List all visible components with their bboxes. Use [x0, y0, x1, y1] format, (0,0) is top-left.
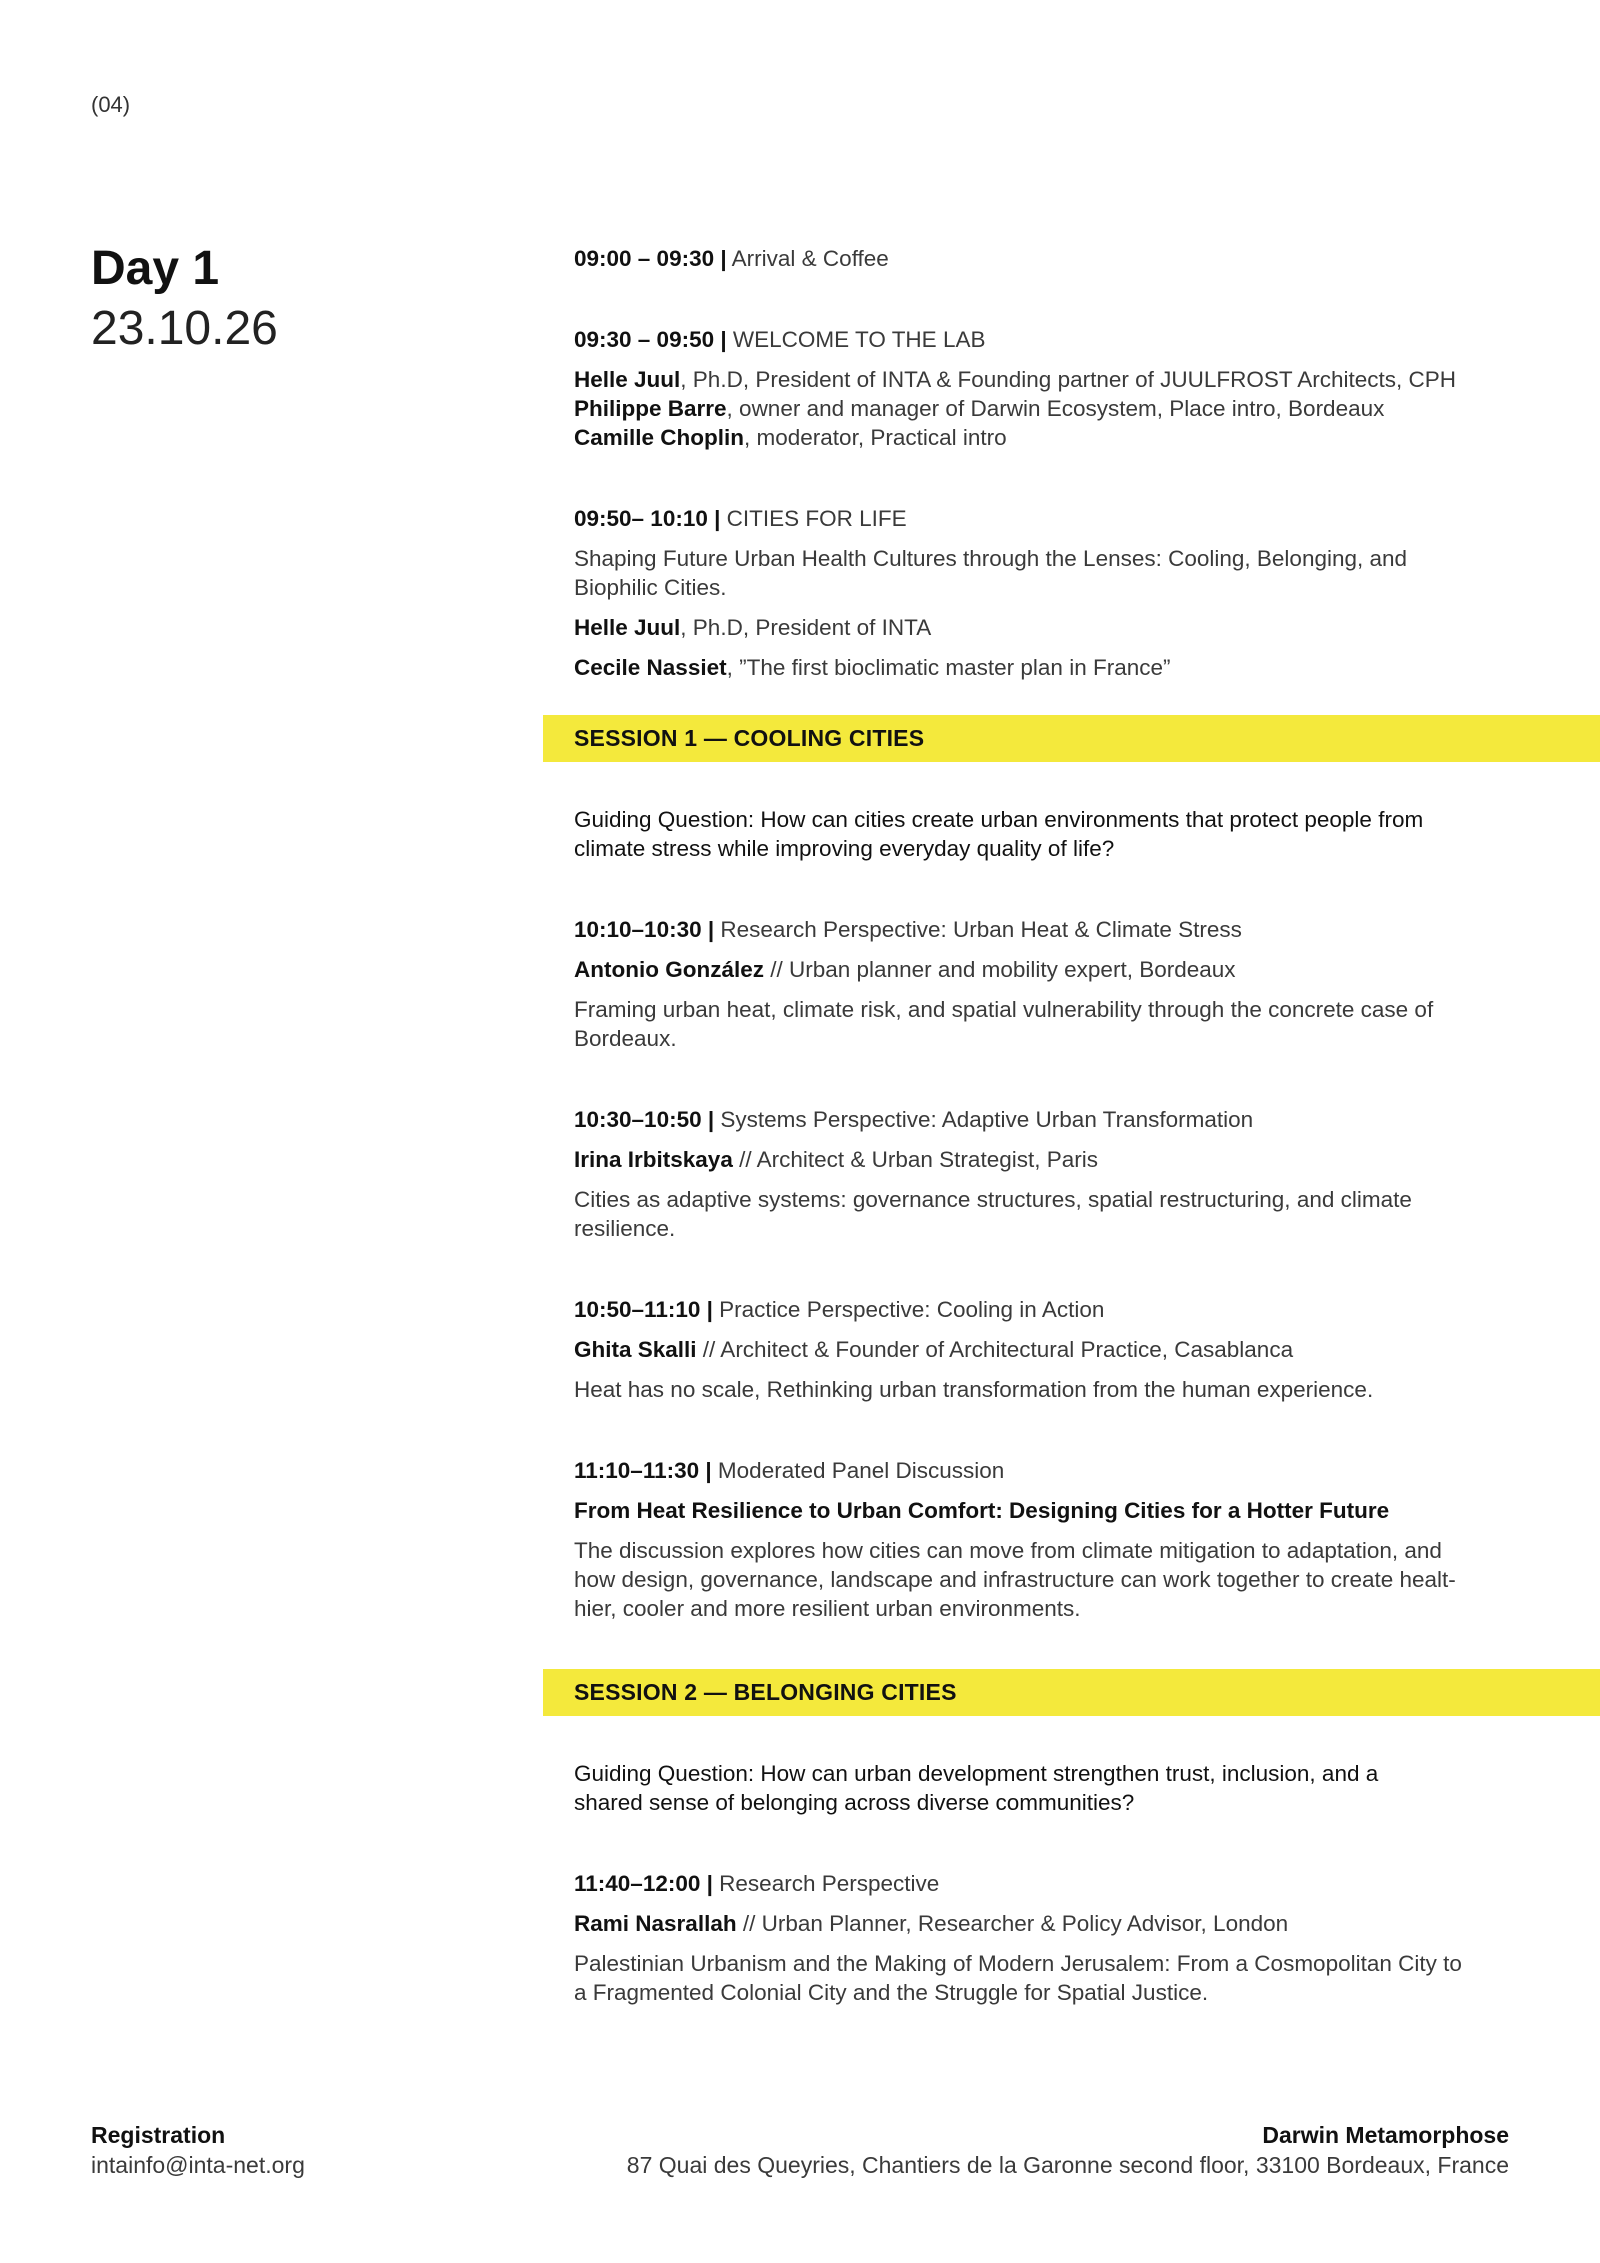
slot-description: Biophilic Cities.	[574, 575, 727, 600]
slot-cities-for-life	[574, 504, 1514, 533]
slot-arrival	[574, 244, 1514, 273]
speaker-line	[574, 955, 1514, 984]
session-label: SESSION 1 — COOLING CITIES	[574, 725, 925, 751]
talk-time-line	[574, 1105, 1514, 1134]
panel-description: hier, cooler and more resilient urban environments.	[574, 1596, 1081, 1621]
day-date: 23.10.26	[91, 302, 278, 355]
speaker-name: Rami Nasrallah	[574, 1911, 737, 1936]
panel-heading: From Heat Resilience to Urban Comfort: Designing Cities for a Hotter Future	[574, 1498, 1390, 1523]
talk-description: Framing urban heat, climate risk, and spatial vulnerability through the concrete case of	[574, 997, 1434, 1022]
speaker-line	[574, 365, 1514, 394]
talk-title: Moderated Panel Discussion	[711, 1458, 1005, 1483]
footer-registration	[91, 2120, 305, 2180]
talk-description: a Fragmented Colonial City and the Struggle for Spatial Justice.	[574, 1980, 1209, 2005]
agenda	[574, 244, 1514, 682]
speaker-line	[574, 653, 1514, 682]
day-title: Day 1	[91, 242, 220, 295]
talk-time: 10:30–10:50 |	[574, 1107, 715, 1132]
session-2-header	[543, 1669, 1600, 1716]
speaker-name: Irina Irbitskaya	[574, 1147, 733, 1172]
talk-time: 10:10–10:30 |	[574, 917, 715, 942]
speaker-name: Helle Juul	[574, 367, 681, 392]
talk-description: Cities as adaptive systems: governance structures, spatial restructuring, and climate	[574, 1187, 1412, 1212]
speaker-name: Camille Choplin	[574, 425, 745, 450]
talk-description: Palestinian Urbanism and the Making of Modern Jerusalem: From a Cosmopolitan City to	[574, 1951, 1462, 1976]
guiding-question: climate stress while improving everyday quality of life?	[574, 836, 1115, 861]
guiding-question: Guiding Question: How can cities create urban environments that protect people from	[574, 807, 1424, 832]
speaker-role: , ”The first bioclimatic master plan in France”	[726, 655, 1171, 680]
slot-title: Arrival & Coffee	[726, 246, 889, 271]
panel-description: The discussion explores how cities can move from climate mitigation to adaptation, and	[574, 1538, 1442, 1563]
footer-venue	[627, 2120, 1509, 2180]
talk-title: Systems Perspective: Adaptive Urban Transformation	[714, 1107, 1254, 1132]
talk-time-line	[574, 915, 1514, 944]
speaker-role: , owner and manager of Darwin Ecosystem, Place intro, Bordeaux	[726, 396, 1385, 421]
slot-description: Shaping Future Urban Health Cultures through the Lenses: Cooling, Belonging, and	[574, 546, 1408, 571]
slot-time: 09:00 – 09:30 |	[574, 246, 727, 271]
venue-name: Darwin Metamorphose	[1262, 2122, 1509, 2148]
speaker-role: // Urban planner and mobility expert, Bordeaux	[764, 957, 1236, 982]
slot-title: WELCOME TO THE LAB	[726, 327, 986, 352]
slot-welcome	[574, 325, 1514, 354]
talk-time-line	[574, 1295, 1514, 1324]
session-1-header	[543, 715, 1600, 762]
talk-description: resilience.	[574, 1216, 676, 1241]
slot-time: 09:50– 10:10 |	[574, 506, 721, 531]
speaker-line	[574, 394, 1514, 423]
slot-title: CITIES FOR LIFE	[720, 506, 907, 531]
speaker-name: Helle Juul	[574, 615, 681, 640]
speaker-role: , Ph.D, President of INTA & Founding partner of JUULFROST Architects, CPH	[680, 367, 1457, 392]
session-label: SESSION 2 — BELONGING CITIES	[574, 1679, 957, 1705]
session-1-content	[574, 805, 1514, 1623]
speaker-role: , Ph.D, President of INTA	[680, 615, 932, 640]
talk-time: 10:50–11:10 |	[574, 1297, 713, 1322]
guiding-question: shared sense of belonging across diverse communities?	[574, 1790, 1135, 1815]
talk-time: 11:10–11:30 |	[574, 1458, 712, 1483]
speaker-name: Ghita Skalli	[574, 1337, 697, 1362]
speaker-line	[574, 1335, 1514, 1364]
talk-title: Practice Perspective: Cooling in Action	[712, 1297, 1105, 1322]
panel-time-line	[574, 1456, 1514, 1485]
session-2-content	[574, 1759, 1514, 2007]
talk-time-line	[574, 1869, 1514, 1898]
talk-title: Research Perspective: Urban Heat & Climate Stress	[714, 917, 1242, 942]
speaker-name: Philippe Barre	[574, 396, 727, 421]
talk-title: Research Perspective	[712, 1871, 940, 1896]
speaker-line	[574, 613, 1514, 642]
speaker-name: Cecile Nassiet	[574, 655, 727, 680]
talk-description: Heat has no scale, Rethinking urban transformation from the human experience.	[574, 1377, 1374, 1402]
registration-email[interactable]: intainfo@inta-net.org	[91, 2152, 305, 2178]
talk-description: Bordeaux.	[574, 1026, 677, 1051]
venue-address: 87 Quai des Queyries, Chantiers de la Garonne second floor, 33100 Bordeaux, France	[626, 2152, 1509, 2178]
speaker-name: Antonio González	[574, 957, 764, 982]
speaker-line	[574, 1909, 1514, 1938]
speaker-role: // Architect & Urban Strategist, Paris	[732, 1147, 1098, 1172]
speaker-role: // Architect & Founder of Architectural Practice, Casablanca	[696, 1337, 1294, 1362]
panel-description: how design, governance, landscape and infrastructure can work together to create healt-	[574, 1567, 1456, 1592]
slot-time: 09:30 – 09:50 |	[574, 327, 727, 352]
speaker-role: , moderator, Practical intro	[744, 425, 1007, 450]
speaker-line	[574, 1145, 1514, 1174]
page-number: (04)	[91, 92, 131, 117]
registration-label: Registration	[91, 2122, 226, 2148]
guiding-question: Guiding Question: How can urban development strengthen trust, inclusion, and a	[574, 1761, 1379, 1786]
talk-time: 11:40–12:00 |	[574, 1871, 713, 1896]
speaker-line	[574, 423, 1514, 452]
speaker-role: // Urban Planner, Researcher & Policy Advisor, London	[736, 1911, 1289, 1936]
